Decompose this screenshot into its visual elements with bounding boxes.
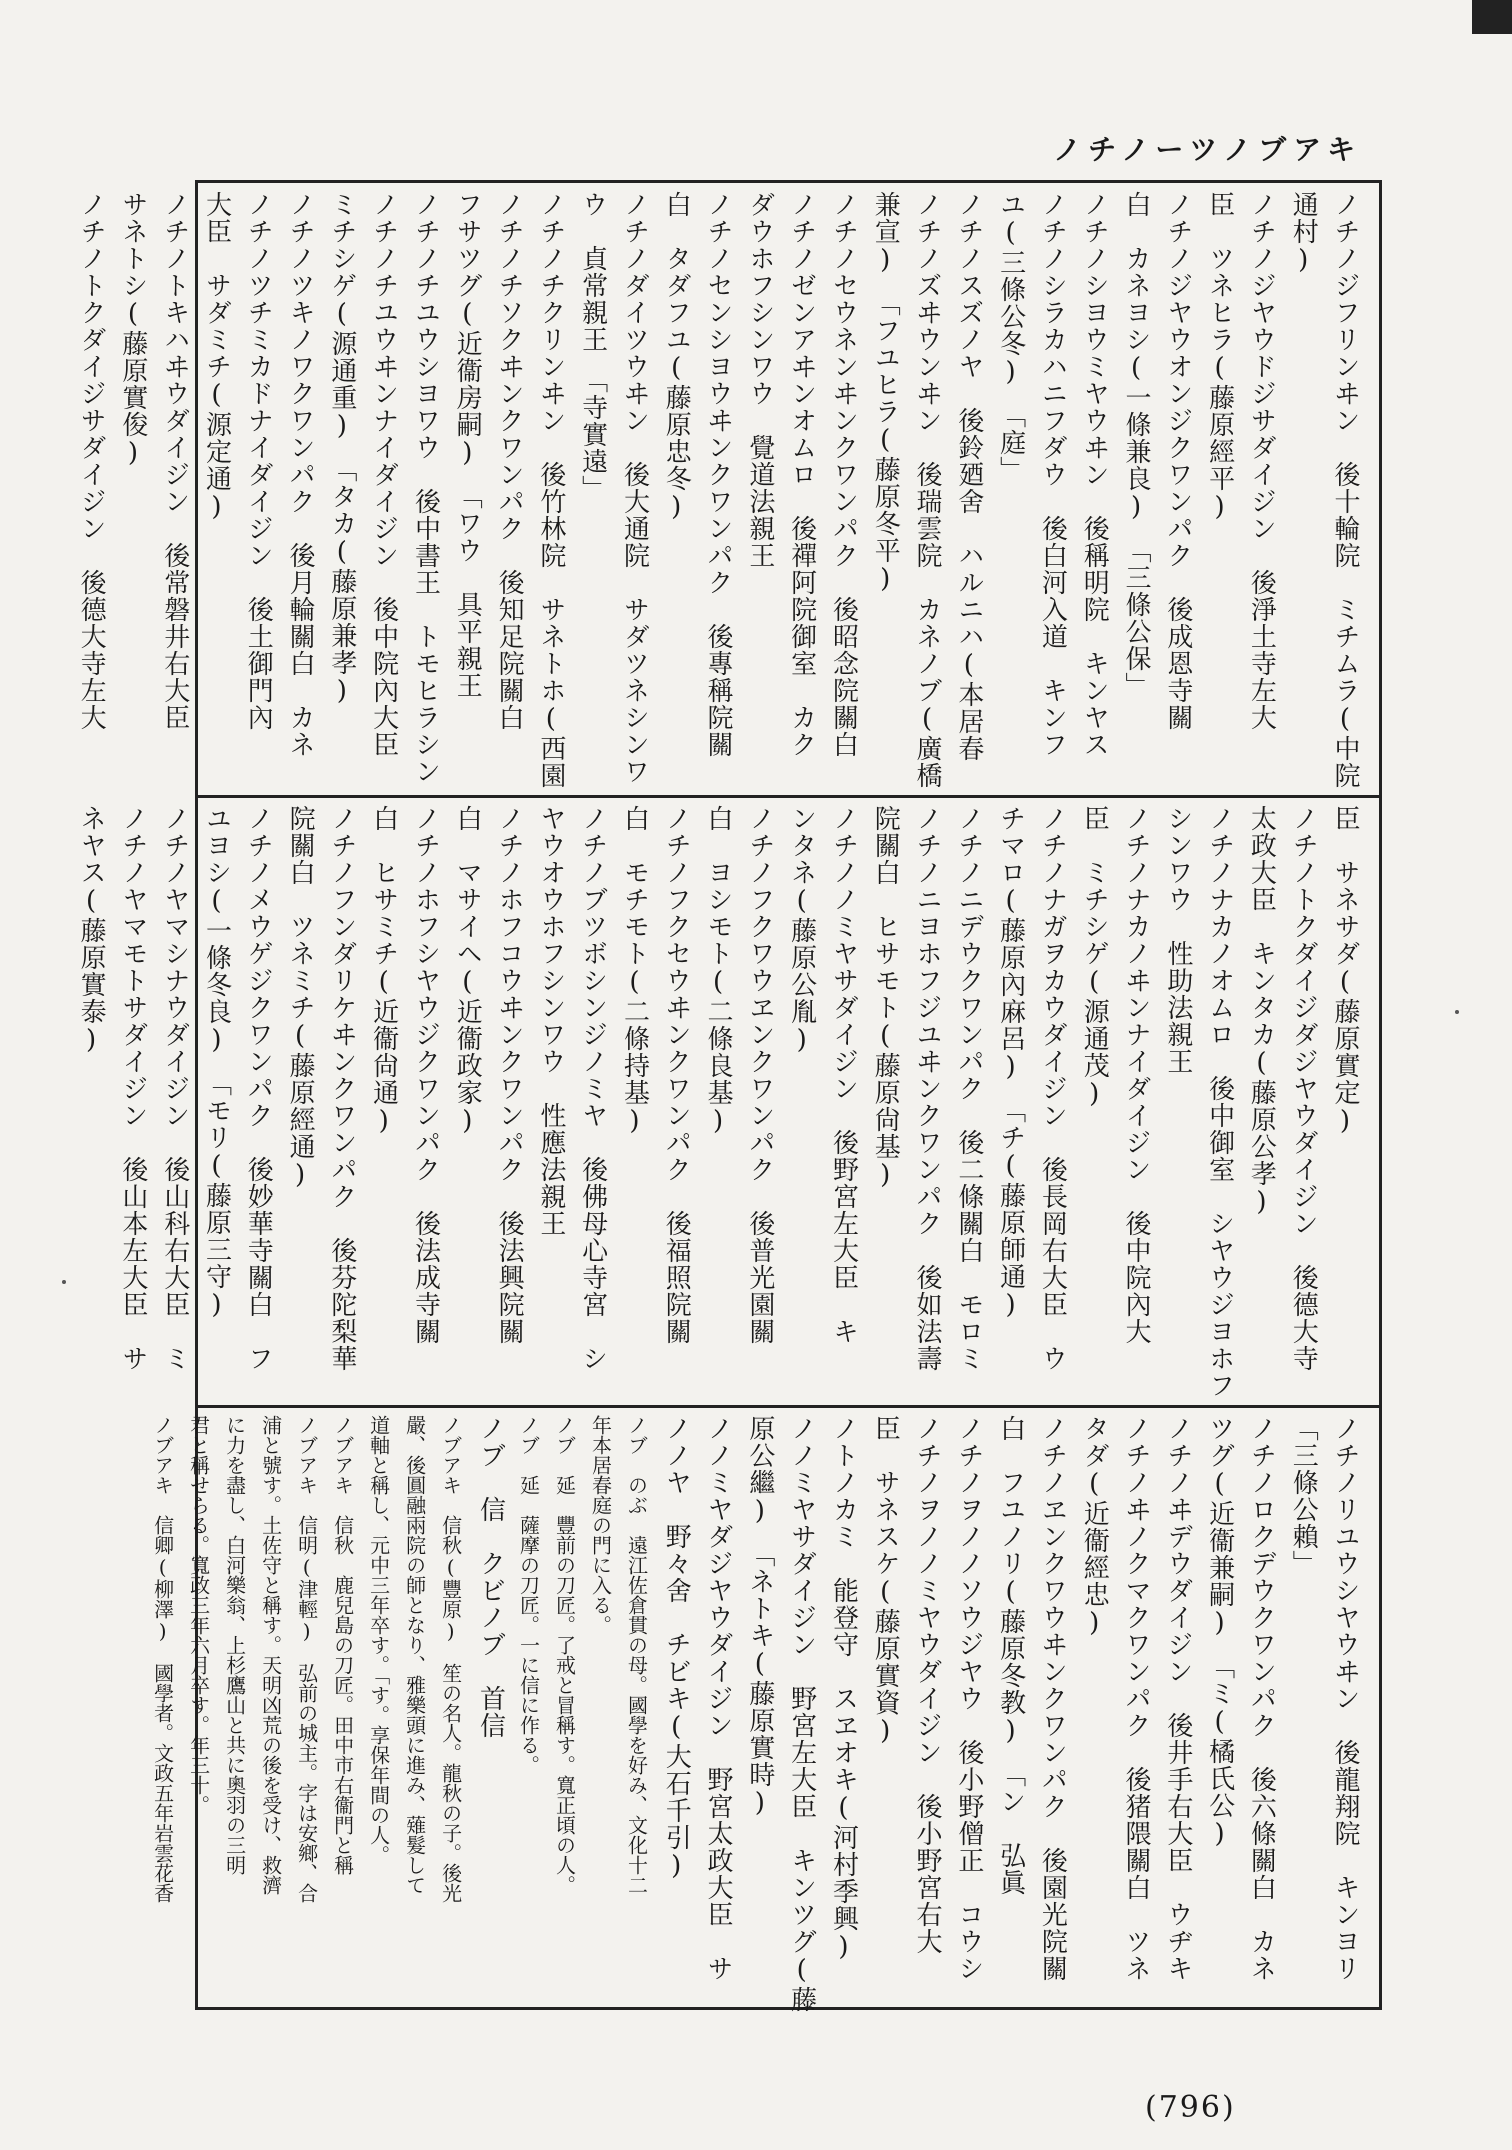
entry-column: ノチノノミヤサダイジン 後野宮左大臣 キ bbox=[828, 805, 859, 1345]
entry-column: ノチノナガヲカウダイジン 後長岡右大臣 ウ bbox=[1037, 805, 1068, 1372]
entry-column: 浦と號す。土佐守と稱す。天明凶荒の後を受け、救濟 bbox=[258, 1415, 283, 1895]
entry-column: に力を盡し、白河樂翁、上杉鷹山と共に奧羽の三明 bbox=[222, 1415, 247, 1875]
entry-column: ノチノセウネンヰンクワンパク 後昭念院關白 bbox=[828, 191, 859, 758]
entry-column: 道軸と稱し、元中三年卒す。「す。享保年間の人。 bbox=[366, 1415, 391, 1865]
entry-column: ノチノニデウクワンパク 後二條關白 モロミ bbox=[953, 805, 984, 1372]
entry-column: サネトシ(藤原實俊) bbox=[117, 191, 148, 469]
entry-column: ユヨシ(一條冬良) 「モリ(藤原三守) bbox=[201, 805, 232, 1321]
entry-column: ミチシゲ(源通重) 「タカ(藤原兼孝) bbox=[326, 191, 357, 707]
entry-column: ノチノニヨホフジユヰンクワンパク 後如法壽 bbox=[912, 805, 943, 1372]
entry-column: ノチノジフリンヰン 後十輪院 ミチムラ(中院 bbox=[1330, 191, 1360, 789]
section-middle bbox=[76, 805, 1365, 1399]
entry-column: ノチノゼンアヰンオムロ 後禪阿院御室 カク bbox=[786, 191, 817, 758]
entry-column: ノチノトクダイジサダイジン 後德大寺左大 bbox=[76, 191, 107, 731]
entry-column: 白 タダフユ(藤原忠冬) bbox=[661, 191, 692, 523]
entry-column: ノチノトキハヰウダイジン 後常磐井右大臣 bbox=[159, 191, 190, 731]
entry-column: ノチノフクワウヱンクワンパク 後普光園關 bbox=[744, 805, 775, 1345]
scan-speck bbox=[1455, 1010, 1459, 1014]
entry-column: ノチノブツボシンジノミヤ 後佛母心寺宮 シ bbox=[577, 805, 608, 1372]
entry-column: ノチノセンシヨウヰンクワンパク 後專稱院關 bbox=[703, 191, 734, 758]
entry-column: 大臣 サダミチ(源定通) bbox=[201, 191, 232, 523]
entry-column: 臣 ツネヒラ(藤原經平) bbox=[1204, 191, 1235, 523]
entry-column: ネヤス(藤原實泰) bbox=[76, 805, 107, 1056]
entry-column: ノノミヤサダイジン 野宮左大臣 キンツグ(藤 bbox=[786, 1415, 817, 2013]
entry-column: ノトノカミ 能登守 スヱオキ(河村季興) bbox=[828, 1415, 859, 1963]
entry-column: ノノヤ 野々舍 チビキ(大石千引) bbox=[661, 1415, 692, 1882]
entry-column: 白 モチモト(二條持基) bbox=[619, 805, 650, 1137]
entry-column: 原公繼) 「ネトキ(藤原實時) bbox=[744, 1415, 775, 1819]
entry-column: ユ(三條公冬) 「庭」 bbox=[995, 191, 1026, 483]
entry-column: ノブアキ 信秋(豐原) 笙の名人。龍秋の子。後光 bbox=[438, 1415, 463, 1903]
entry-column: ノチノナカノヰンナイダイジン 後中院內大 bbox=[1121, 805, 1152, 1345]
entry-column: 臣 サネサダ(藤原實定) bbox=[1330, 805, 1360, 1137]
entry-column: ウ 貞常親王 「寺實遠」 bbox=[577, 191, 608, 502]
entry-column: ノチノホフコウヰンクワンパク 後法興院關 bbox=[494, 805, 525, 1345]
entry-column: ノチノヲノノソウジヤウ 後小野僧正 コウシ bbox=[953, 1415, 984, 1982]
entry-column: シンワウ 性助法親王 bbox=[1162, 805, 1193, 1075]
entry-column: ノチノチソクヰンクワンパク 後知足院關白 bbox=[494, 191, 525, 731]
entry-column: ノチノダイツウヰン 後大通院 サダツネシンワ bbox=[619, 191, 650, 785]
entry-column: チマロ(藤原內麻呂) 「チ(藤原師通) bbox=[995, 805, 1026, 1321]
page-number: (796) bbox=[1145, 2090, 1236, 2125]
entry-column: ノブ のぶ 遠江佐倉貫の母。國學を好み、文化十二 bbox=[624, 1415, 649, 1895]
entry-column: ノブ 信 クビノブ 首信 bbox=[475, 1415, 506, 1739]
entry-column: 兼宣) 「フユヒラ(藤原冬平) bbox=[870, 191, 901, 595]
section-upper bbox=[76, 191, 1365, 789]
entry-column: ノチノフンダリケヰンクワンパク 後芬陀梨華 bbox=[326, 805, 357, 1372]
entry-column: ノチノフクセウヰンクワンパク 後福照院關 bbox=[661, 805, 692, 1345]
entry-column: ノブ 延 豐前の刀匠。了戒と冒稱す。寬正頃の人。 bbox=[552, 1415, 577, 1895]
entry-column: ノチノシラカハニフダウ 後白河入道 キンフ bbox=[1037, 191, 1068, 758]
scan-speck bbox=[62, 1280, 66, 1284]
entry-column: ツグ(近衞兼嗣) 「ミ(橘氏公) bbox=[1204, 1415, 1235, 1850]
text-frame bbox=[76, 180, 1382, 2013]
entry-column: 白 マサイヘ(近衞政家) bbox=[452, 805, 483, 1137]
entry-column: 臣 ミチシゲ(源通茂) bbox=[1079, 805, 1110, 1110]
entry-column: ンタネ(藤原公胤) bbox=[786, 805, 817, 1056]
entry-column: 院關白 ツネミチ(藤原經通) bbox=[285, 805, 316, 1191]
entry-column: 白 ヒサミチ(近衞尙通) bbox=[368, 805, 399, 1137]
entry-column: ヤウオウホフシンワウ 性應法親王 bbox=[535, 805, 566, 1237]
section-divider-2 bbox=[198, 1405, 1379, 1408]
entry-column: ノブアキ 信卿(柳澤) 國學者。文政五年岩雲花香 bbox=[150, 1415, 175, 1903]
entry-column: ノチノナカノオムロ 後中御室 シヤウジヨホフ bbox=[1204, 805, 1235, 1399]
entry-column: ノチノチユウシヨワウ 後中書王 トモヒラシン bbox=[410, 191, 441, 785]
entry-column: ノチノジヤウドジサダイジン 後淨土寺左大 bbox=[1246, 191, 1277, 731]
entry-column: ノチノジヤウオンジクワンパク 後成恩寺關 bbox=[1162, 191, 1193, 731]
entry-column: 白 ヨシモト(二條良基) bbox=[703, 805, 734, 1137]
entry-column: 嚴、後圓融兩院の師となり、雅樂頭に進み、薙髮して bbox=[402, 1415, 427, 1895]
entry-column: ノブ 延 薩摩の刀匠。一に信に作る。 bbox=[516, 1415, 541, 1775]
entry-column: 白 カネヨシ(一條兼良) 「三條公保」 bbox=[1121, 191, 1152, 699]
entry-column: ノチノロクデウクワンパク 後六條關白 カネ bbox=[1246, 1415, 1277, 1982]
page-corner-mark bbox=[1472, 0, 1512, 34]
entry-column: 臣 サネスケ(藤原實資) bbox=[870, 1415, 901, 1747]
entry-column: ノチノツチミカドナイダイジン 後土御門內 bbox=[243, 191, 274, 731]
entry-column: ノチノスズノヤ 後鈴廼舍 ハルニハ(本居春 bbox=[953, 191, 984, 762]
entry-column: ノチノヤマシナウダイジン 後山科右大臣 ミ bbox=[159, 805, 190, 1372]
entry-column: 君と稱せらる。寬政三年六月卒す。年三十。 bbox=[186, 1415, 211, 1815]
entry-column: ノチノヰノクマクワンパク 後猪隈關白 ツネ bbox=[1121, 1415, 1152, 1982]
entry-column: ノブアキ 信秋 鹿兒島の刀匠。田中市右衞門と稱 bbox=[330, 1415, 355, 1875]
entry-column: 通村) bbox=[1288, 191, 1319, 276]
entry-column: ノブアキ 信明(津輕) 弘前の城主。字は安鄉、合 bbox=[294, 1415, 319, 1903]
entry-column: 白 フユノリ(藤原冬教) 「ン 弘眞 bbox=[995, 1415, 1026, 1896]
entry-column: 年本居春庭の門に入る。 bbox=[588, 1415, 613, 1635]
entry-column: フサツグ(近衞房嗣) 「ワウ 具平親王 bbox=[452, 191, 483, 699]
entry-column: ノチノトクダイジダジヤウダイジン 後德大寺 bbox=[1288, 805, 1319, 1372]
entry-column: ノチノホフシヤウジクワンパク 後法成寺關 bbox=[410, 805, 441, 1345]
entry-column: 太政大臣 キンタカ(藤原公孝) bbox=[1246, 805, 1277, 1218]
entry-column: ノチノヰデウダイジン 後井手右大臣 ウヂキ bbox=[1162, 1415, 1193, 1982]
entry-column: ノチノメウゲジクワンパク 後妙華寺關白 フ bbox=[243, 805, 274, 1372]
entry-column: 「三條公賴」 bbox=[1288, 1415, 1319, 1577]
entry-column: 院關白 ヒサモト(藤原尙基) bbox=[870, 805, 901, 1191]
section-lower bbox=[150, 1415, 1365, 2013]
entry-column: ノチノシヨウミヤウヰン 後稱明院 キンヤス bbox=[1079, 191, 1110, 758]
entry-column: ノチノリユウシヤウヰン 後龍翔院 キンヨリ bbox=[1330, 1415, 1360, 1982]
entry-column: タダ(近衞經忠) bbox=[1079, 1415, 1110, 1639]
entry-column: ノチノズヰウンヰン 後瑞雲院 カネノブ(廣橋 bbox=[912, 191, 943, 789]
entry-column: ノチノチクリンヰン 後竹林院 サネトホ(西園 bbox=[535, 191, 566, 789]
section-divider-1 bbox=[198, 795, 1379, 798]
entry-column: ノチノヲノノミヤウダイジン 後小野宮右大 bbox=[912, 1415, 943, 1955]
running-header: ノチノーツノブアキ bbox=[1053, 133, 1362, 166]
entry-column: ノチノヱンクワウヰンクワンパク 後園光院關 bbox=[1037, 1415, 1068, 1982]
entry-column: ノチノチユウヰンナイダイジン 後中院內大臣 bbox=[368, 191, 399, 758]
entry-column: ノノミヤダジヤウダイジン 野宮太政大臣 サ bbox=[703, 1415, 734, 1982]
entry-column: ノチノヤマモトサダイジン 後山本左大臣 サ bbox=[117, 805, 148, 1372]
entry-column: ダウホフシンワウ 覺道法親王 bbox=[744, 191, 775, 569]
entry-column: ノチノツキノワクワンパク 後月輪關白 カネ bbox=[285, 191, 316, 758]
